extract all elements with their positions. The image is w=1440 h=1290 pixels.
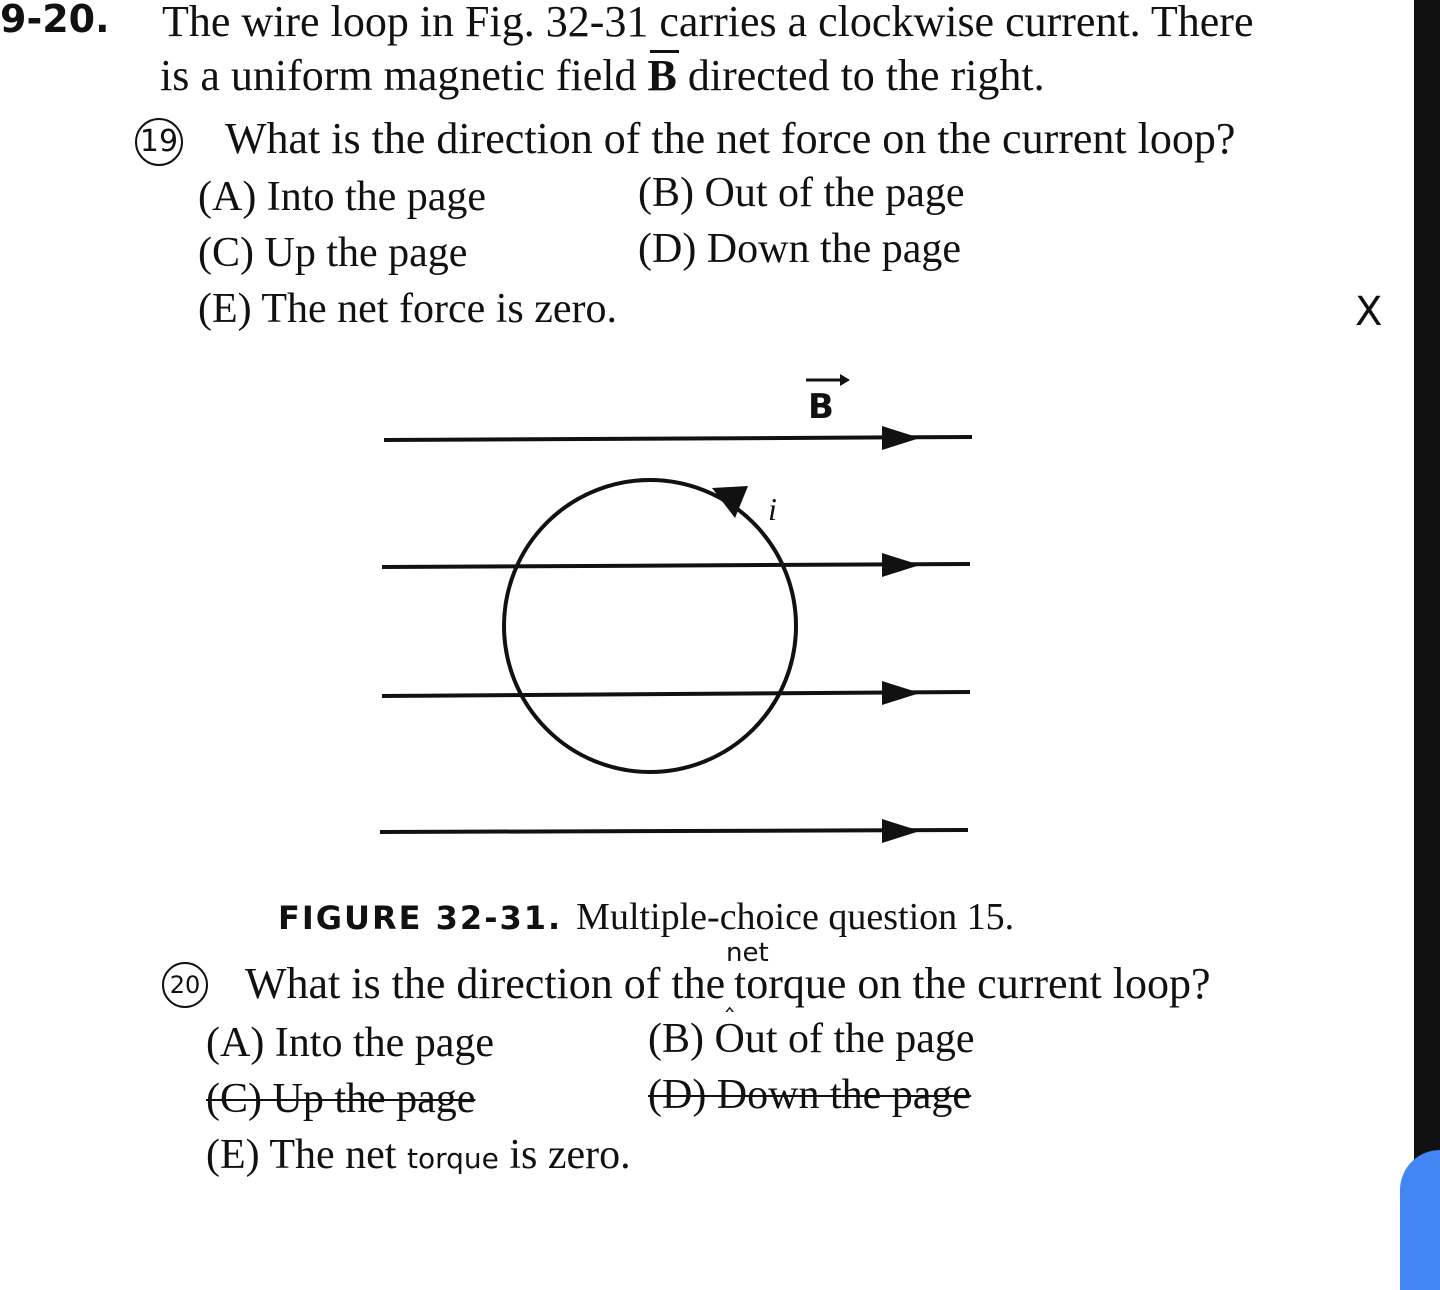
- q20-number-badge: [162, 962, 208, 1008]
- q20-text-post: torque on the current loop?: [734, 959, 1211, 1008]
- field-arrow-4: [882, 819, 920, 843]
- problem-intro-line-2: [160, 51, 1045, 100]
- q20-insert-note: net: [726, 938, 769, 968]
- q19-margin-mark: X: [1355, 289, 1383, 335]
- q20-option-b[interactable]: (B) Out of the page: [648, 1016, 975, 1062]
- problem-intro-line-1: The wire loop in Fig. 32-31 carries a clockwise current. There: [162, 0, 1254, 46]
- field-symbol-b: B: [647, 51, 677, 100]
- q19-option-c[interactable]: (C) Up the page: [198, 230, 468, 276]
- field-vector-arrowhead: [840, 374, 850, 386]
- field-arrow-3: [882, 681, 920, 705]
- caret-mark-icon: ‸: [725, 983, 734, 1013]
- q20-text-pre: What is the direction of the: [245, 959, 726, 1008]
- field-arrow-1: [882, 426, 920, 450]
- q20-option-e[interactable]: [206, 1134, 631, 1176]
- field-line-3: [382, 692, 970, 696]
- q19-text: What is the direction of the net force on the current loop?: [225, 114, 1236, 163]
- q19-option-d[interactable]: (D) Down the page: [638, 226, 962, 272]
- q20-option-d[interactable]: (D) Down the page: [648, 1072, 972, 1118]
- q20-option-c[interactable]: (C) Up the page: [206, 1076, 476, 1122]
- q20-option-e-handwritten: torque: [406, 1142, 499, 1175]
- q20-option-e-post: is zero.: [498, 1132, 631, 1178]
- field-loop-diagram: [360, 360, 1000, 860]
- figure-caption: [278, 898, 1014, 936]
- q20-option-a[interactable]: (A) Into the page: [206, 1020, 495, 1066]
- figure-caption-label: FIGURE 32-31.: [278, 899, 563, 937]
- right-side-bar: [1414, 0, 1440, 1266]
- intro-line-2-post: directed to the right.: [676, 51, 1045, 100]
- figure-caption-text: Multiple-choice question 15.: [576, 896, 1015, 938]
- field-line-2: [382, 564, 970, 567]
- q19-number-badge: [135, 118, 183, 166]
- problem-number: 9-20.: [0, 0, 110, 41]
- blue-corner-shape: [1400, 1150, 1440, 1290]
- q19-number: 19: [135, 118, 183, 166]
- q20-number: 20: [162, 962, 208, 1008]
- field-line-4: [380, 830, 968, 832]
- current-loop: [504, 480, 796, 772]
- intro-line-2-pre: is a uniform magnetic field: [160, 51, 648, 100]
- q20-text: [245, 959, 1211, 1013]
- field-label: B: [808, 387, 834, 427]
- q20-option-e-pre: (E) The net: [206, 1132, 407, 1178]
- q19-option-b[interactable]: (B) Out of the page: [638, 170, 965, 216]
- q19-option-a[interactable]: (A) Into the page: [198, 174, 487, 220]
- q19-option-e[interactable]: (E) The net force is zero.: [198, 286, 618, 332]
- current-label: i: [768, 491, 777, 527]
- field-arrow-2: [882, 553, 920, 577]
